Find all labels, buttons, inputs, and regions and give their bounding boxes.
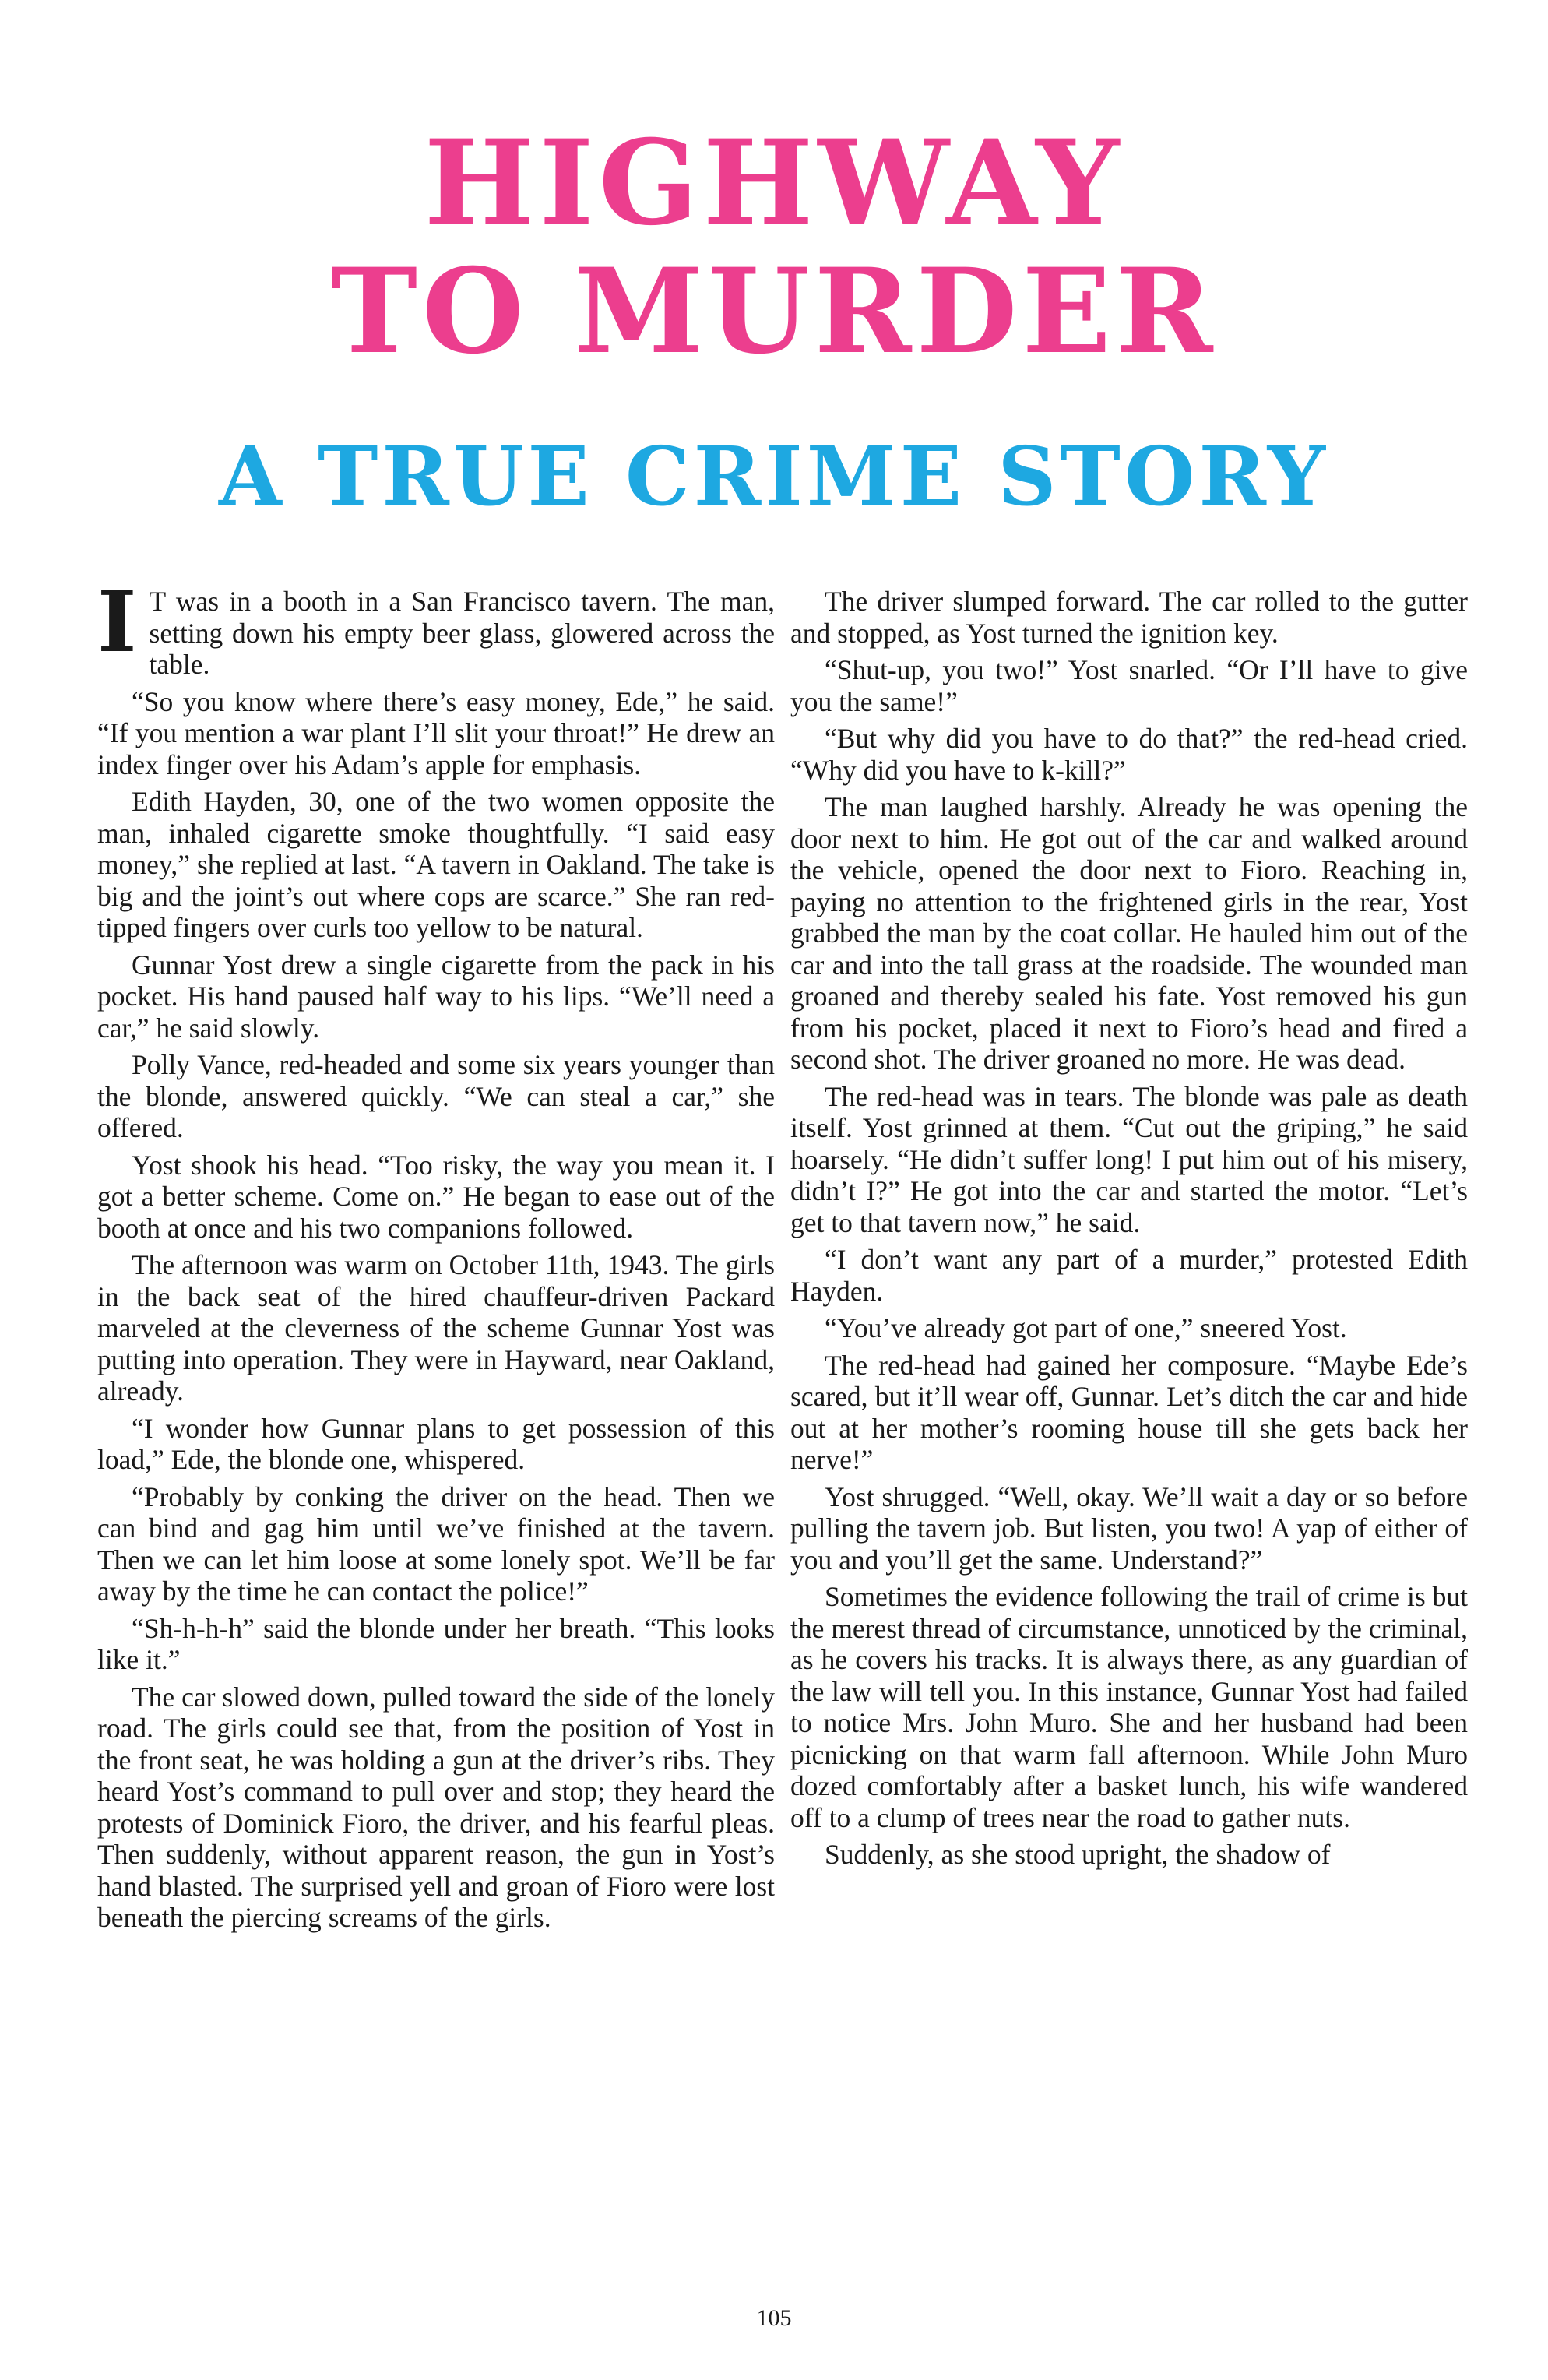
paragraph: The afternoon was warm on October 11th, 1943. The girls in the back seat of the hired chauffeur-driven Packard marveled at the cleverness of the scheme Gunnar Yost was putting into operation. They were in Hayward, near Oakland, already. bbox=[97, 1249, 775, 1407]
paragraph: The car slowed down, pulled toward the side of the lonely road. The girls could see that, from the position of Yost in the front seat, he was holding a gun at the driver’s ribs. They heard Yost’s command to pull over and stop; they heard the protests of Dominick Fioro, the driver, and his fearful pleas. Then suddenly, without apparent reason, the gun in Yost’s hand blasted. The surprised yell and groan of Fioro were lost beneath the piercing screams of the girls. bbox=[97, 1681, 775, 1933]
paragraph bbox=[97, 573, 775, 681]
paragraph: “Sh-h-h-h” said the blonde under her breath. “This looks like it.” bbox=[97, 1612, 775, 1675]
paragraph: Polly Vance, red-headed and some six years younger than the blonde, answered quickly. “We can steal a car,” she offered. bbox=[97, 1049, 775, 1143]
paragraph: “You’ve already got part of one,” sneered Yost. bbox=[825, 1312, 1347, 1343]
story-subtitle: A TRUE CRIME STORY bbox=[219, 428, 1329, 524]
page-number: 105 bbox=[756, 2305, 792, 2331]
paragraph: “Shut-up, you two!” Yost snarled. “Or I’ll have to give you the same!” bbox=[790, 654, 1468, 717]
paragraph: “Probably by conking the driver on the head. Then we can bind and gag him until we’ve finished at the tavern. Then we can let him loose at some lonely spot. We’ll be far away by the time he can contact the police!” bbox=[97, 1480, 775, 1607]
paragraph: Gunnar Yost drew a single cigarette from the pack in his pocket. His hand paused half way to his lips. “We’ll need a car,” he said slowly. bbox=[97, 949, 775, 1044]
paragraph: “So you know where there’s easy money, Ede,” he said. “If you mention a war plant I’ll slit your throat!” He drew an index finger over his Adam’s apple for emphasis. bbox=[97, 685, 775, 780]
paragraph: Sometimes the evidence following the trail of crime is but the merest thread of circumstance, unnoticed by the criminal, as he covers his tracks. It is always there, as any guardian of the law will tell you. In this instance, Gunnar Yost had failed to notice Mrs. John Muro. She and her husband had been picnicking on that warm fall afternoon. While John Muro dozed comfortably after a basket lunch, his wife wandered off to a clump of trees near the road to gather nuts. bbox=[790, 1581, 1468, 1833]
paragraph: Yost shook his head. “Too risky, the way you mean it. I got a better scheme. Come on.” He began to ease out of the booth at once and his two companions followed. bbox=[97, 1149, 775, 1244]
right-text-column bbox=[790, 586, 1468, 1876]
paragraph: Suddenly, as she stood upright, the shadow of bbox=[825, 1839, 1331, 1870]
paragraph: Yost shrugged. “Well, okay. We’ll wait a day or so before pulling the tavern job. But listen, you two! A yap of either of you and you’ll get the same. Understand?” bbox=[790, 1480, 1468, 1576]
paragraph: “I wonder how Gunnar plans to get possession of this load,” Ede, the blonde one, whispered. bbox=[97, 1412, 775, 1475]
paragraph-text: T was in a booth in a San Francisco tavern. The man, setting down his empty beer glass, glowered across the table. bbox=[149, 586, 775, 680]
story-title-line-1: HIGHWAY bbox=[424, 114, 1124, 252]
drop-cap: I bbox=[97, 573, 137, 671]
paragraph: “But why did you have to do that?” the red-head cried. “Why did you have to k-kill?” bbox=[790, 723, 1468, 786]
left-text-column bbox=[97, 573, 775, 1939]
paragraph: The red-head had gained her composure. “Maybe Ede’s scared, but it’ll wear off, Gunnar. Let’s ditch the car and hide out at her mother’s rooming house till she gets back her nerve!” bbox=[790, 1349, 1468, 1475]
paragraph: The driver slumped forward. The car rolled to the gutter and stopped, as Yost turned the ignition key. bbox=[790, 586, 1468, 649]
paragraph: Edith Hayden, 30, one of the two women opposite the man, inhaled cigarette smoke thoughtfully. “I said easy money,” she replied at last. “A tavern in Oakland. The take is big and the joint’s out where cops are scarce.” She ran red-tipped fingers over curls too yellow to be natural. bbox=[97, 786, 775, 943]
paragraph: “I don’t want any part of a murder,” protested Edith Hayden. bbox=[790, 1244, 1468, 1307]
paragraph: The man laughed harshly. Already he was opening the door next to him. He got out of the car and walked around the vehicle, opened the door next to Fioro. Reaching in, paying no attention to the frightened girls in the rear, Yost grabbed the man by the coat collar. He hauled him out of the car and into the tall grass at the roadside. The wounded man groaned and thereby sealed his fate. Yost removed his gun from his pocket, placed it next to Fioro’s head and fired a second shot. The driver groaned no more. He was dead. bbox=[790, 791, 1468, 1075]
story-title-line-2: TO MURDER bbox=[330, 243, 1218, 380]
paragraph: The red-head was in tears. The blonde was pale as death itself. Yost grinned at them. “Cut out the griping,” he said hoarsely. “He didn’t suffer long! I put him out of his misery, didn’t I?” He got into the car and started the motor. “Let’s get to that tavern now,” he said. bbox=[790, 1080, 1468, 1238]
